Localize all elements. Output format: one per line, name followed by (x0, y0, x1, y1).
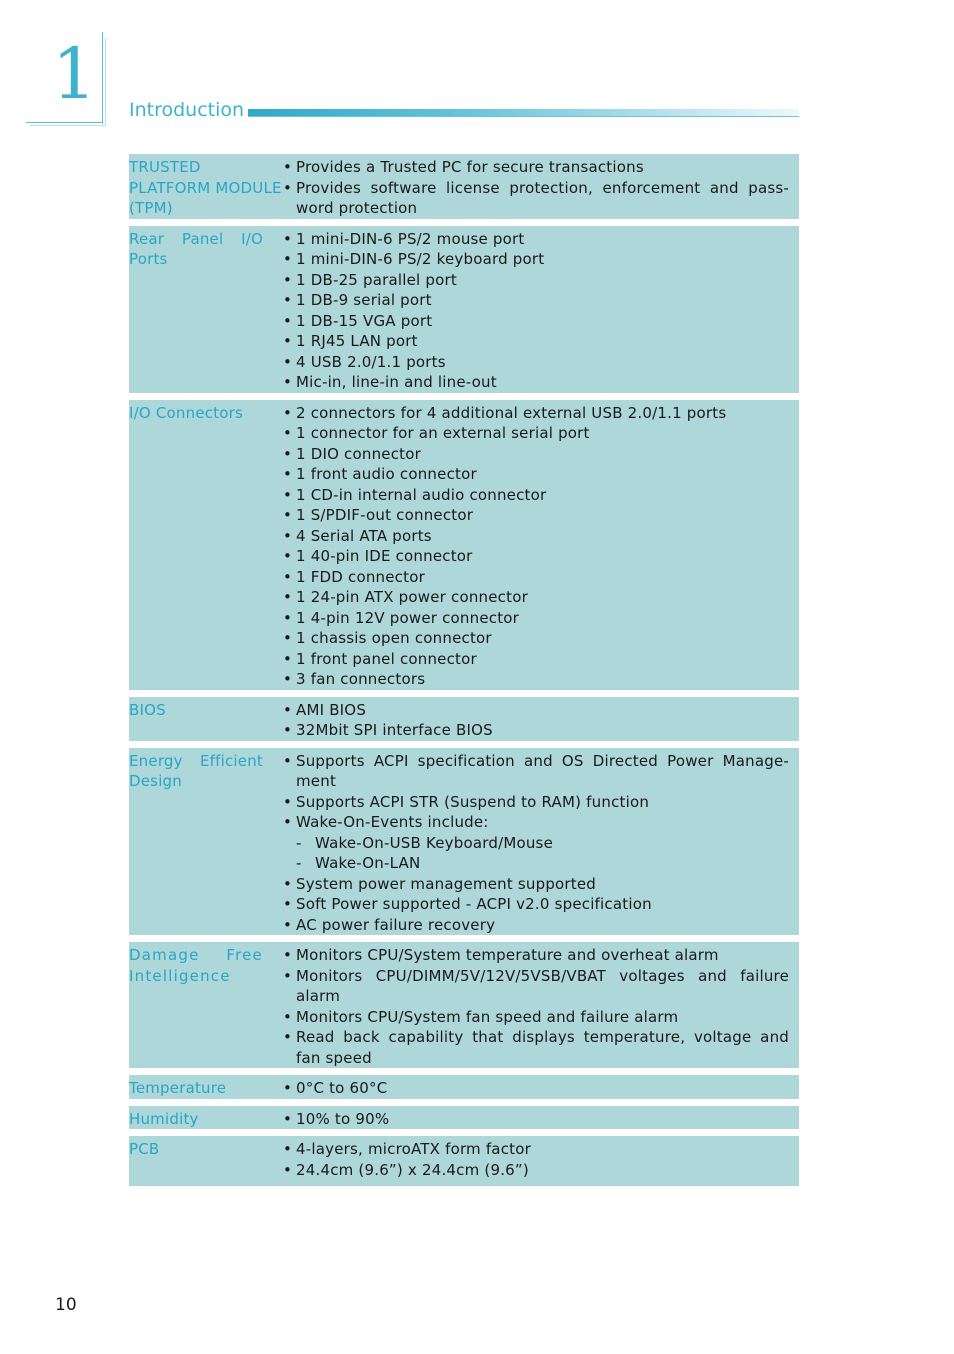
spec-item: • 1 DB-15 VGA port (283, 311, 789, 332)
spec-row-energy-efficient-design (129, 748, 799, 936)
spec-item: • Monitors CPU/DIMM/5V/12V/5VSB/VBAT voltages and failure alarm (283, 966, 789, 1007)
spec-item: • 1 RJ45 LAN port (283, 331, 789, 352)
spec-label: Rear Panel I/O Ports (129, 229, 263, 268)
spec-item: • 1 connector for an external serial port (283, 423, 789, 444)
spec-item: • 1 DIO connector (283, 444, 789, 465)
spec-items (283, 1139, 799, 1180)
spec-label: PCB (129, 1140, 160, 1158)
spec-item: • 1 front audio connector (283, 464, 789, 485)
spec-item: • 3 fan connectors (283, 669, 789, 690)
spec-item: • 1 front panel connector (283, 649, 789, 670)
spec-label: Temperature (129, 1079, 227, 1097)
spec-items (283, 945, 799, 1068)
spec-item: • Wake-On-Events include: (283, 812, 789, 833)
spec-item: • 2 connectors for 4 additional external USB 2.0/1.1 ports (283, 403, 789, 424)
spec-row-humidity (129, 1106, 799, 1130)
spec-row-damage-free-intelligence (129, 942, 799, 1068)
spec-item: • Mic-in, line-in and line-out (283, 372, 789, 393)
chapter-number: 1 (52, 33, 97, 115)
spec-sub-item: - Wake-On-LAN (283, 853, 789, 874)
spec-row-rear-panel-io (129, 226, 799, 393)
title-rule-line (248, 116, 799, 117)
spec-item: • 1 mini-DIN-6 PS/2 keyboard port (283, 249, 789, 270)
spec-label: BIOS (129, 700, 166, 719)
section-title: Introduction (129, 99, 245, 121)
spec-item: • 1 mini-DIN-6 PS/2 mouse port (283, 229, 789, 250)
spec-row-tpm (129, 154, 799, 219)
spec-item: • 1 CD-in internal audio connector (283, 485, 789, 506)
spec-item: • 1 DB-25 parallel port (283, 270, 789, 291)
spec-item: • 1 4-pin 12V power connector (283, 608, 789, 629)
spec-item: • 1 chassis open connector (283, 628, 789, 649)
spec-label: TRUSTED PLATFORM MODULE (TPM) (129, 158, 282, 217)
spec-items (283, 700, 799, 741)
spec-item: • Provides software license protection, enforcement and pass-word protection (283, 178, 789, 219)
spec-label: I/O Connectors (129, 403, 244, 422)
chapter-marker (26, 32, 106, 126)
chapter-bracket-shadow-line (30, 125, 106, 126)
spec-item: • Supports ACPI specification and OS Directed Power Manage-ment (283, 751, 789, 792)
spec-items (283, 751, 799, 936)
specifications-table (129, 154, 799, 1193)
spec-item: • 24.4cm (9.6”) x 24.4cm (9.6”) (283, 1160, 789, 1181)
spec-item: • Provides a Trusted PC for secure transactions (283, 157, 789, 178)
spec-items (283, 1109, 799, 1130)
spec-label: Humidity (129, 1109, 199, 1128)
spec-item: • 1 DB-9 serial port (283, 290, 789, 311)
spec-item: • Soft Power supported - ACPI v2.0 specification (283, 894, 789, 915)
spec-item: • Read back capability that displays temperature, voltage and fan speed (283, 1027, 789, 1068)
spec-items (283, 403, 799, 690)
spec-item: • 4 Serial ATA ports (283, 526, 789, 547)
spec-item: • AMI BIOS (283, 700, 789, 721)
spec-item: • 1 40-pin IDE connector (283, 546, 789, 567)
page-number: 10 (55, 1295, 77, 1315)
spec-sub-item: - Wake-On-USB Keyboard/Mouse (283, 833, 789, 854)
spec-item: • 1 FDD connector (283, 567, 789, 588)
chapter-bracket-line (102, 32, 103, 124)
spec-items (283, 1078, 799, 1099)
spec-row-temperature (129, 1075, 799, 1099)
spec-item: • 1 24-pin ATX power connector (283, 587, 789, 608)
chapter-bracket-line (26, 122, 103, 123)
spec-item: • AC power failure recovery (283, 915, 789, 936)
spec-items (283, 229, 799, 393)
spec-item: • Monitors CPU/System temperature and overheat alarm (283, 945, 789, 966)
spec-item: • 4 USB 2.0/1.1 ports (283, 352, 789, 373)
spec-item: • 0°C to 60°C (283, 1078, 789, 1099)
spec-row-pcb (129, 1136, 799, 1186)
spec-item: • Supports ACPI STR (Suspend to RAM) function (283, 792, 789, 813)
chapter-bracket-shadow-line (105, 38, 106, 126)
spec-row-bios (129, 697, 799, 741)
spec-row-io-connectors (129, 400, 799, 690)
spec-item: • 10% to 90% (283, 1109, 789, 1130)
spec-item: • 1 S/PDIF-out connector (283, 505, 789, 526)
spec-item: • System power management supported (283, 874, 789, 895)
spec-label: Energy Efficient Design (129, 751, 263, 790)
spec-item: • Monitors CPU/System fan speed and failure alarm (283, 1007, 789, 1028)
spec-item: • 32Mbit SPI interface BIOS (283, 720, 789, 741)
spec-label: Damage Free Intelligence (129, 946, 263, 985)
spec-items (283, 157, 799, 219)
spec-item: • 4-layers, microATX form factor (283, 1139, 789, 1160)
